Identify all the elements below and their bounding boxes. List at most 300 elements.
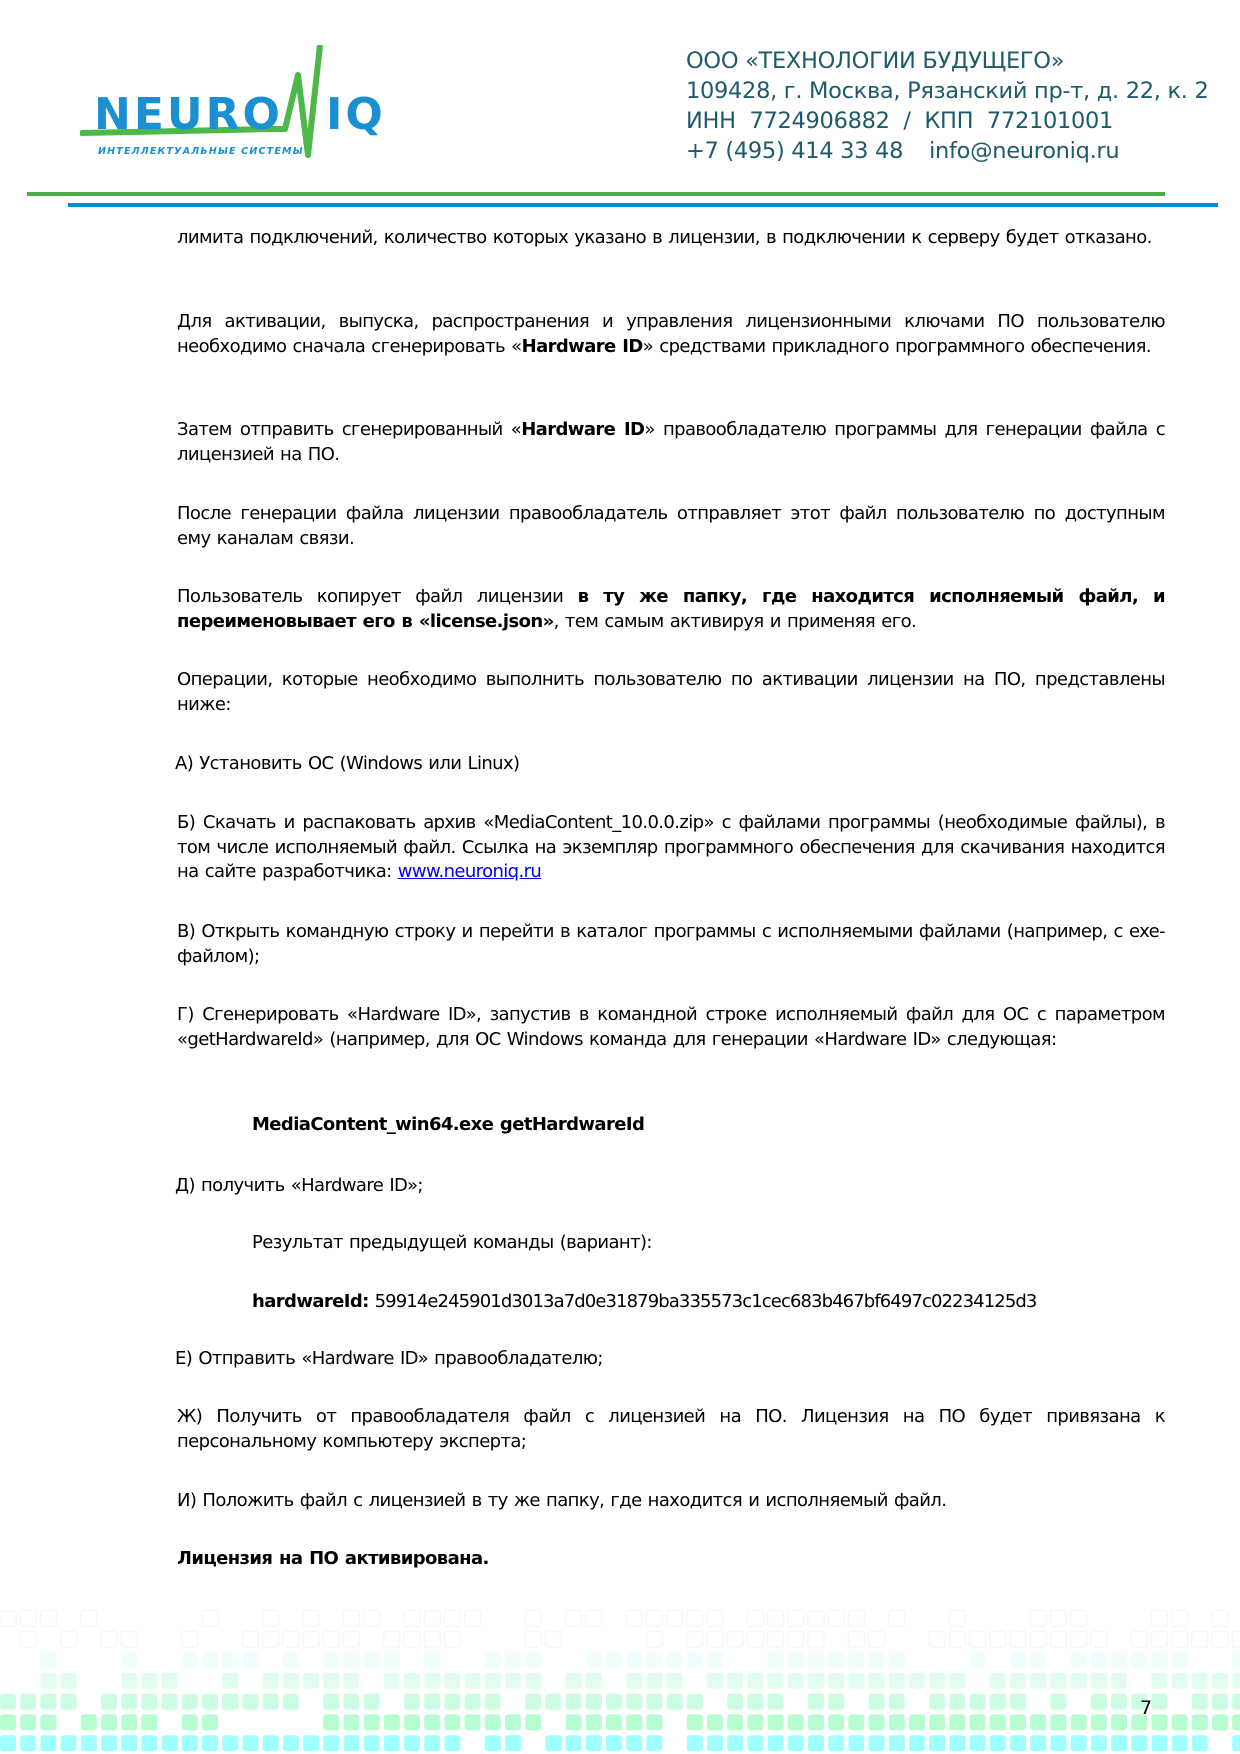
- pattern-tile: [1091, 1694, 1107, 1710]
- conclusion-text: Лицензия на ПО активирована.: [177, 1548, 489, 1569]
- pattern-tile: [970, 1735, 986, 1751]
- pattern-tile: [525, 1714, 541, 1730]
- pattern-tile: [1192, 1735, 1208, 1751]
- pattern-tile: [909, 1714, 925, 1730]
- pattern-tile: [949, 1631, 965, 1647]
- pattern-tile: [646, 1714, 662, 1730]
- company-email[interactable]: info@neuroniq.ru: [929, 138, 1120, 164]
- pattern-tile: [707, 1673, 723, 1689]
- pattern-tile: [869, 1673, 885, 1689]
- pattern-tile: [121, 1694, 137, 1710]
- pattern-tile: [566, 1673, 582, 1689]
- pattern-tile: [1232, 1735, 1240, 1751]
- pattern-tile: [970, 1631, 986, 1647]
- company-name: ООО «ТЕХНОЛОГИИ БУДУЩЕГО»: [686, 48, 1065, 74]
- pattern-tile: [1192, 1694, 1208, 1710]
- pattern-tile: [768, 1652, 784, 1668]
- paragraph-operations-intro: Операции, которые необходимо выполнить пользователю по активации лицензии на ПО, представлены ниже:: [177, 669, 1165, 715]
- pattern-tile: [889, 1714, 905, 1730]
- pattern-tile: [788, 1735, 804, 1751]
- pattern-tile: [263, 1735, 279, 1751]
- step-d: Д) получить «Hardware ID»;: [175, 1175, 423, 1196]
- text: Б) Скачать и распаковать архив «MediaContent_10.0.0.zip» с файлами программы (необходимые файлы), в том числе исполняемый файл. Ссылка на экземпляр программного обеспечения для скачивания находится на сайте разработчика:: [177, 812, 1165, 882]
- paragraph-send-hardware-id: [177, 418, 1165, 467]
- pattern-tile: [283, 1735, 299, 1751]
- pattern-tile: [808, 1735, 824, 1751]
- pattern-tile: [283, 1652, 299, 1668]
- pattern-tile: [182, 1714, 198, 1730]
- pattern-tile: [81, 1735, 97, 1751]
- pattern-tile: [626, 1652, 642, 1668]
- text: Для активации, выпуска, распространения и управления лицензионными ключами ПО пользователю необходимо сначала сгенерировать «: [177, 311, 1165, 357]
- pattern-tile: [869, 1714, 885, 1730]
- pattern-tile: [990, 1714, 1006, 1730]
- step-b: [177, 811, 1165, 885]
- pattern-tile: [586, 1610, 602, 1626]
- pattern-tile: [848, 1610, 864, 1626]
- paragraph-license-delivery: После генерации файла лицензии правообладатель отправляет этот файл пользователю по доступным ему каналам связи.: [177, 503, 1165, 549]
- pattern-tile: [101, 1631, 117, 1647]
- pattern-tile: [949, 1673, 965, 1689]
- pattern-tile: [586, 1714, 602, 1730]
- pattern-tile: [61, 1631, 77, 1647]
- pattern-tile: [626, 1694, 642, 1710]
- pattern-tile: [687, 1652, 703, 1668]
- pattern-tile: [1050, 1735, 1066, 1751]
- pattern-tile: [808, 1694, 824, 1710]
- pattern-tile: [990, 1694, 1006, 1710]
- pattern-tile: [263, 1631, 279, 1647]
- pattern-tile: [101, 1714, 117, 1730]
- pattern-tile: [384, 1631, 400, 1647]
- pattern-tile: [121, 1673, 137, 1689]
- pattern-tile: [141, 1673, 157, 1689]
- pattern-tile: [1131, 1735, 1147, 1751]
- pattern-tile: [525, 1631, 541, 1647]
- pattern-tile: [61, 1694, 77, 1710]
- pattern-tile: [444, 1735, 460, 1751]
- pattern-tile: [202, 1610, 218, 1626]
- pattern-tile: [444, 1694, 460, 1710]
- pattern-tile: [343, 1652, 359, 1668]
- pattern-tile: [1010, 1735, 1026, 1751]
- pattern-tile: [646, 1610, 662, 1626]
- pattern-tile: [1071, 1610, 1087, 1626]
- pattern-tile: [81, 1714, 97, 1730]
- pattern-tile: [848, 1652, 864, 1668]
- pattern-tile: [747, 1631, 763, 1647]
- pattern-tile: [889, 1652, 905, 1668]
- pattern-tile: [101, 1694, 117, 1710]
- pattern-tile: [303, 1735, 319, 1751]
- pattern-tile: [1192, 1673, 1208, 1689]
- pattern-tile: [828, 1673, 844, 1689]
- pattern-tile: [465, 1714, 481, 1730]
- pattern-tile: [303, 1610, 319, 1626]
- pattern-tile: [182, 1631, 198, 1647]
- pattern-tile: [182, 1694, 198, 1710]
- pattern-tile: [768, 1673, 784, 1689]
- pattern-tile: [586, 1735, 602, 1751]
- pattern-tile: [667, 1610, 683, 1626]
- text: » средствами прикладного программного обеспечения.: [642, 335, 1151, 357]
- result-label: Результат предыдущей команды (вариант):: [252, 1232, 652, 1253]
- pattern-tile: [566, 1610, 582, 1626]
- pattern-tile: [323, 1631, 339, 1647]
- pattern-tile: [1091, 1631, 1107, 1647]
- pattern-tile: [606, 1694, 622, 1710]
- pattern-tile: [1010, 1673, 1026, 1689]
- pattern-tile: [606, 1714, 622, 1730]
- pattern-tile: [727, 1673, 743, 1689]
- pattern-tile: [0, 1714, 16, 1730]
- pattern-tile: [222, 1735, 238, 1751]
- pattern-tile: [343, 1735, 359, 1751]
- pattern-tile: [626, 1610, 642, 1626]
- paragraph-license-copy: [177, 585, 1165, 634]
- company-address: 109428, г. Москва, Рязанский пр-т, д. 22, к. 2: [686, 78, 1209, 104]
- pattern-tile: [646, 1735, 662, 1751]
- pattern-tile: [1050, 1631, 1066, 1647]
- pattern-tile: [808, 1631, 824, 1647]
- command-line: [252, 1113, 1240, 1138]
- pattern-tile: [1172, 1631, 1188, 1647]
- pattern-tile: [687, 1631, 703, 1647]
- pattern-tile: [586, 1652, 602, 1668]
- pattern-tile: [444, 1714, 460, 1730]
- step-g: Г) Сгенерировать «Hardware ID», запустив в командной строке исполняемый файл для ОС с параметром «getHardwareId» (например, для ОС Windows команда для генерации «Hardware ID» следующая:: [177, 1004, 1165, 1050]
- pattern-tile: [1030, 1652, 1046, 1668]
- pattern-tile: [1111, 1735, 1127, 1751]
- pattern-tile: [242, 1652, 258, 1668]
- pattern-tile: [646, 1652, 662, 1668]
- activation-complete: [177, 1547, 1165, 1572]
- pattern-tile: [1232, 1652, 1240, 1668]
- pattern-tile: [1212, 1714, 1228, 1730]
- pattern-tile: [121, 1631, 137, 1647]
- pattern-tile: [747, 1714, 763, 1730]
- pattern-tile: [444, 1610, 460, 1626]
- pattern-tile: [687, 1694, 703, 1710]
- pattern-tile: [424, 1694, 440, 1710]
- pattern-tile: [1111, 1673, 1127, 1689]
- pattern-tile: [40, 1694, 56, 1710]
- step-zh: Ж) Получить от правообладателя файл с лицензией на ПО. Лицензия на ПО будет привязана к персональному компьютеру эксперта;: [177, 1406, 1165, 1452]
- pattern-tile: [889, 1735, 905, 1751]
- pattern-tile: [970, 1714, 986, 1730]
- company-details: [686, 46, 1208, 166]
- pattern-tile: [0, 1694, 16, 1710]
- pattern-tile: [566, 1735, 582, 1751]
- pattern-tile: [1050, 1610, 1066, 1626]
- pattern-tile: [768, 1694, 784, 1710]
- pattern-tile: [364, 1652, 380, 1668]
- step-a: А) Установить ОС (Windows или Linux): [175, 753, 520, 774]
- pattern-tile: [343, 1714, 359, 1730]
- pattern-tile: [424, 1652, 440, 1668]
- pattern-tile: [1050, 1694, 1066, 1710]
- pattern-tile: [1172, 1735, 1188, 1751]
- pattern-tile: [1212, 1631, 1228, 1647]
- step-i: И) Положить файл с лицензией в ту же папку, где находится и исполняемый файл.: [177, 1490, 947, 1511]
- pattern-tile: [283, 1694, 299, 1710]
- pattern-tile: [1010, 1694, 1026, 1710]
- pattern-tile: [424, 1714, 440, 1730]
- pattern-tile: [364, 1694, 380, 1710]
- pattern-tile: [1071, 1714, 1087, 1730]
- pattern-tile: [1172, 1673, 1188, 1689]
- hardware-id-term: Hardware ID: [521, 335, 643, 357]
- pattern-tile: [505, 1652, 521, 1668]
- pattern-tile: [808, 1652, 824, 1668]
- pattern-tile: [687, 1610, 703, 1626]
- pattern-tile: [364, 1735, 380, 1751]
- pattern-tile: [263, 1610, 279, 1626]
- pattern-tile: [626, 1735, 642, 1751]
- pattern-tile: [909, 1673, 925, 1689]
- pattern-tile: [162, 1694, 178, 1710]
- pattern-tile: [1071, 1735, 1087, 1751]
- pattern-tile: [707, 1714, 723, 1730]
- pattern-tile: [202, 1714, 218, 1730]
- pattern-tile: [40, 1652, 56, 1668]
- pattern-tile: [747, 1673, 763, 1689]
- pattern-tile: [1212, 1694, 1228, 1710]
- pattern-tile: [970, 1694, 986, 1710]
- pattern-tile: [1151, 1735, 1167, 1751]
- pattern-tile: [1030, 1631, 1046, 1647]
- pattern-tile: [707, 1735, 723, 1751]
- text: , тем самым активируя и применяя его.: [553, 610, 917, 632]
- page-number: 7: [1140, 1697, 1153, 1719]
- pattern-tile: [1111, 1694, 1127, 1710]
- pattern-tile: [828, 1694, 844, 1710]
- pattern-tile: [788, 1610, 804, 1626]
- company-inn-kpp: ИНН 7724906882 / КПП 772101001: [686, 108, 1114, 134]
- pattern-tile: [485, 1673, 501, 1689]
- pattern-tile: [465, 1673, 481, 1689]
- pattern-tile: [929, 1714, 945, 1730]
- pattern-tile: [788, 1652, 804, 1668]
- text: Пользователь копирует файл лицензии: [177, 586, 578, 607]
- pattern-tile: [1030, 1673, 1046, 1689]
- pattern-tile: [141, 1714, 157, 1730]
- pattern-tile: [101, 1735, 117, 1751]
- pattern-tile: [1172, 1714, 1188, 1730]
- pattern-tile: [667, 1694, 683, 1710]
- pattern-tile: [505, 1673, 521, 1689]
- hardware-id-term: Hardware ID: [521, 419, 645, 440]
- pattern-tile: [667, 1652, 683, 1668]
- pattern-tile: [848, 1735, 864, 1751]
- pattern-tile: [404, 1673, 420, 1689]
- pattern-tile: [1151, 1652, 1167, 1668]
- pattern-tile: [687, 1735, 703, 1751]
- pattern-tile: [323, 1694, 339, 1710]
- pattern-tile: [343, 1673, 359, 1689]
- pattern-tile: [1192, 1631, 1208, 1647]
- pattern-tile: [1010, 1631, 1026, 1647]
- pattern-tile: [1091, 1714, 1107, 1730]
- pattern-tile: [1091, 1735, 1107, 1751]
- pattern-tile: [747, 1610, 763, 1626]
- pattern-tile: [707, 1610, 723, 1626]
- pattern-tile: [242, 1694, 258, 1710]
- pattern-tile: [586, 1673, 602, 1689]
- pattern-tile: [545, 1694, 561, 1710]
- pattern-tile: [828, 1610, 844, 1626]
- pattern-tile: [1091, 1652, 1107, 1668]
- logo-tagline: ИНТЕЛЛЕКТУАЛЬНЫЕ СИСТЕМЫ: [98, 146, 304, 157]
- pattern-tile: [808, 1714, 824, 1730]
- footer-decorative-pattern: [0, 1596, 1240, 1754]
- pattern-tile: [848, 1631, 864, 1647]
- pattern-tile: [626, 1673, 642, 1689]
- header-divider-blue: [68, 203, 1218, 207]
- pattern-tile: [768, 1631, 784, 1647]
- pattern-tile: [444, 1631, 460, 1647]
- pattern-tile: [525, 1652, 541, 1668]
- pattern-tile: [1111, 1652, 1127, 1668]
- pattern-tile: [949, 1735, 965, 1751]
- pattern-tile: [929, 1631, 945, 1647]
- pattern-tile: [667, 1673, 683, 1689]
- pattern-tile: [1212, 1610, 1228, 1626]
- pattern-tile: [566, 1714, 582, 1730]
- pattern-tile: [162, 1673, 178, 1689]
- pattern-tile: [525, 1610, 541, 1626]
- pattern-tile: [828, 1652, 844, 1668]
- logo-wordmark-left: NEURO: [94, 89, 283, 140]
- pattern-tile: [646, 1631, 662, 1647]
- pattern-tile: [606, 1735, 622, 1751]
- step-e: Е) Отправить «Hardware ID» правообладателю;: [175, 1348, 603, 1369]
- pattern-tile: [1010, 1714, 1026, 1730]
- pattern-tile: [384, 1714, 400, 1730]
- pattern-tile: [485, 1714, 501, 1730]
- pattern-tile: [525, 1673, 541, 1689]
- pattern-tile: [404, 1610, 420, 1626]
- pattern-tile: [222, 1694, 238, 1710]
- pattern-tile: [707, 1631, 723, 1647]
- company-contacts: [686, 136, 1208, 166]
- pattern-tile: [1151, 1631, 1167, 1647]
- pattern-tile: [141, 1735, 157, 1751]
- pattern-tile: [1232, 1673, 1240, 1689]
- pattern-tile: [808, 1673, 824, 1689]
- pattern-tile: [949, 1694, 965, 1710]
- hardware-id-value: 59914e245901d3013a7d0e31879ba335573c1cec683b467bf6497c02234125d3: [368, 1291, 1037, 1312]
- pattern-tile: [40, 1673, 56, 1689]
- pattern-tile: [20, 1631, 36, 1647]
- pattern-tile: [1232, 1714, 1240, 1730]
- pattern-tile: [1050, 1673, 1066, 1689]
- pattern-tile: [182, 1735, 198, 1751]
- pattern-tile: [1131, 1631, 1147, 1647]
- text: Затем отправить сгенерированный «: [177, 419, 522, 440]
- pattern-tile: [848, 1673, 864, 1689]
- pattern-tile: [384, 1652, 400, 1668]
- pattern-tile: [202, 1652, 218, 1668]
- pattern-tile: [343, 1631, 359, 1647]
- pattern-tile: [222, 1673, 238, 1689]
- pattern-tile: [1151, 1673, 1167, 1689]
- pattern-tile: [949, 1714, 965, 1730]
- pattern-tile: [606, 1652, 622, 1668]
- pattern-tile: [646, 1694, 662, 1710]
- pattern-tile: [20, 1694, 36, 1710]
- pattern-tile: [343, 1694, 359, 1710]
- pattern-tile: [444, 1673, 460, 1689]
- pattern-tile: [121, 1714, 137, 1730]
- pattern-tile: [808, 1610, 824, 1626]
- paragraph-activation-intro: [177, 310, 1165, 359]
- hardware-id-result: [252, 1290, 1182, 1315]
- pattern-tile: [566, 1694, 582, 1710]
- pattern-tile: [222, 1652, 238, 1668]
- pattern-tile: [364, 1610, 380, 1626]
- pattern-tile: [404, 1735, 420, 1751]
- pattern-tile: [869, 1694, 885, 1710]
- pattern-tile: [828, 1735, 844, 1751]
- developer-site-link[interactable]: www.neuroniq.ru: [397, 861, 542, 882]
- pattern-tile: [384, 1673, 400, 1689]
- pattern-tile: [20, 1735, 36, 1751]
- pattern-tile: [1050, 1714, 1066, 1730]
- pattern-tile: [1192, 1714, 1208, 1730]
- pattern-tile: [465, 1694, 481, 1710]
- pattern-tile: [485, 1735, 501, 1751]
- pattern-tile: [727, 1631, 743, 1647]
- pattern-tile: [687, 1714, 703, 1730]
- pattern-tile: [545, 1631, 561, 1647]
- pattern-tile: [202, 1694, 218, 1710]
- pattern-tile: [545, 1735, 561, 1751]
- company-phone: +7 (495) 414 33 48: [686, 138, 904, 164]
- pattern-tile: [424, 1610, 440, 1626]
- logo-wordmark-right: IQ: [326, 89, 386, 140]
- pattern-tile: [485, 1694, 501, 1710]
- pattern-tile: [40, 1714, 56, 1730]
- pattern-tile: [747, 1694, 763, 1710]
- pattern-tile: [263, 1694, 279, 1710]
- pattern-tile: [0, 1735, 16, 1751]
- pattern-tile: [242, 1735, 258, 1751]
- pattern-tile: [465, 1610, 481, 1626]
- pattern-tile: [162, 1735, 178, 1751]
- pattern-tile: [869, 1631, 885, 1647]
- pattern-tile: [323, 1714, 339, 1730]
- pattern-tile: [586, 1694, 602, 1710]
- pattern-tile: [384, 1735, 400, 1751]
- pattern-tile: [1172, 1652, 1188, 1668]
- pattern-tile: [889, 1673, 905, 1689]
- step-v: В) Открыть командную строку и перейти в каталог программы с исполняемыми файлами (например, с exe-файлом);: [177, 921, 1165, 967]
- pattern-tile: [727, 1714, 743, 1730]
- pattern-tile: [303, 1631, 319, 1647]
- pattern-tile: [343, 1610, 359, 1626]
- pattern-tile: [990, 1673, 1006, 1689]
- pattern-tile: [141, 1694, 157, 1710]
- pattern-tile: [505, 1735, 521, 1751]
- pattern-tile: [1232, 1631, 1240, 1647]
- pattern-tile: [20, 1714, 36, 1730]
- pattern-tile: [0, 1610, 16, 1626]
- pattern-tile: [323, 1735, 339, 1751]
- pattern-tile: [1151, 1610, 1167, 1626]
- pattern-tile: [485, 1652, 501, 1668]
- pattern-tile: [949, 1610, 965, 1626]
